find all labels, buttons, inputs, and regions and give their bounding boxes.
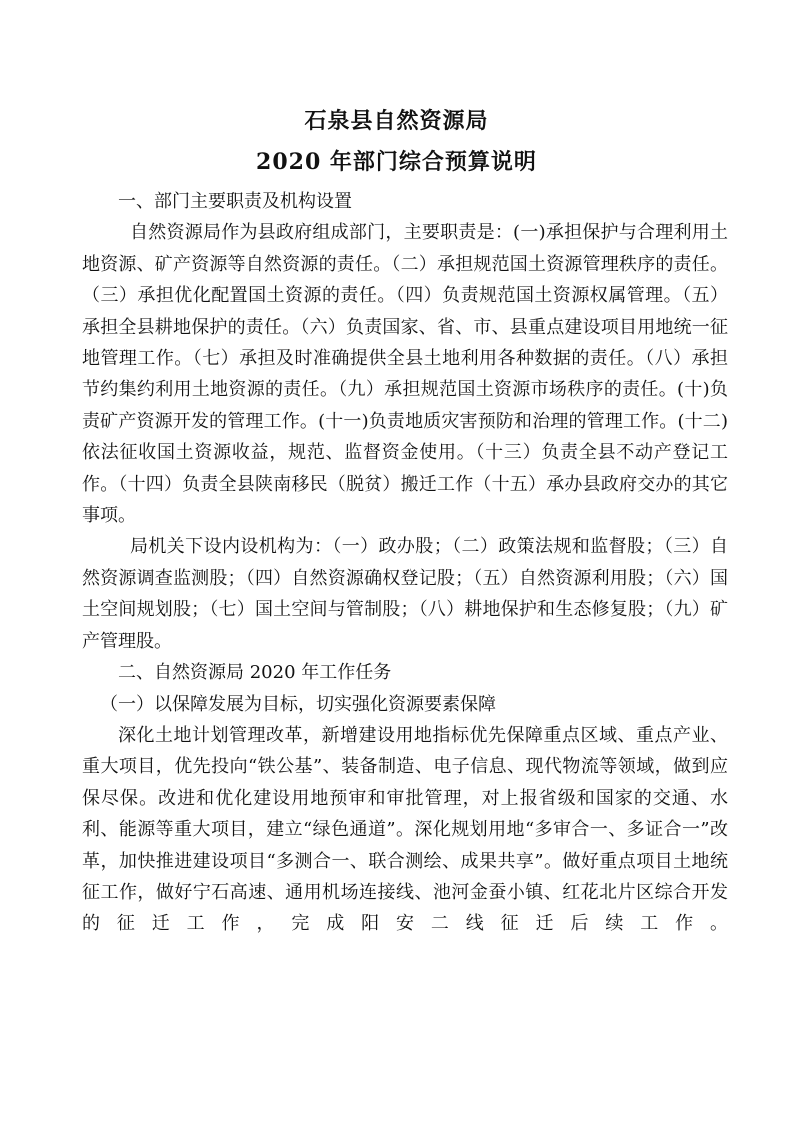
section-heading-1: 一、部门主要职责及机构设置	[118, 191, 352, 212]
paragraph-land-planning: 深化土地计划管理改革，新增建设用地指标优先保障重点区域、重点产业、重大项目，优先投向“铁公基”、装备制造、电子信息、现代物流等领域，做到应保尽保。改进和优化建设用地预审和审批管理，对上报省级和国家的交通、水利、能源等重大项目，建立“绿色通道”。深化规划用地“多审合一、多证合一”改革，加快推进建设项目“多测合一、联合测绘、成果共享”。做好重点项目土地统征工作，做好宁石高速、通用机场连接线、池河金蚕小镇、红花北片区综合开发的征迁工作，完成阳安二线征迁后续工作。	[82, 724, 728, 935]
paragraph-departments: 局机关下设内设机构为：（一）政办股；（二）政策法规和监督股；（三）自然资源调查监测股；（四）自然资源确权登记股；（五）自然资源利用股；（六）国土空间规划股；（七）国土空间与管制股；（八）耕地保护和生态修复股；（九）矿产管理股。	[82, 536, 728, 652]
paragraph-duties: 自然资源局作为县政府组成部门，主要职责是：(一)承担保护与合理利用土地资源、矿产资源等自然资源的责任。（二）承担规范国土资源管理秩序的责任。（三）承担优化配置国土资源的责任。（四）负责规范国土资源权属管理。（五）承担全县耕地保护的责任。（六）负责国家、省、市、县重点建设项目用地统一征地管理工作。（七）承担及时准确提供全县土地利用各种数据的责任。（八）承担节约集约利用土地资源的责任。（九）承担规范国土资源市场秩序的责任。(十)负责矿产资源开发的管理工作。(十一)负责地质灾害预防和治理的管理工作。(十二)依法征收国土资源收益，规范、监督资金使用。（十三）负责全县不动产登记工作。（十四）负责全县陕南移民（脱贫）搬迁工作（十五）承办县政府交办的其它事项。	[82, 222, 728, 527]
document-subtitle: 2020 年部门综合预算说明	[256, 149, 537, 175]
document-body	[82, 186, 728, 940]
subsection-heading-1: （一）以保障发展为目标，切实强化资源要素保障	[100, 693, 496, 715]
document-title: 石泉县自然资源局	[304, 108, 489, 134]
section-heading-2: 二、自然资源局 2020 年工作任务	[118, 662, 392, 684]
